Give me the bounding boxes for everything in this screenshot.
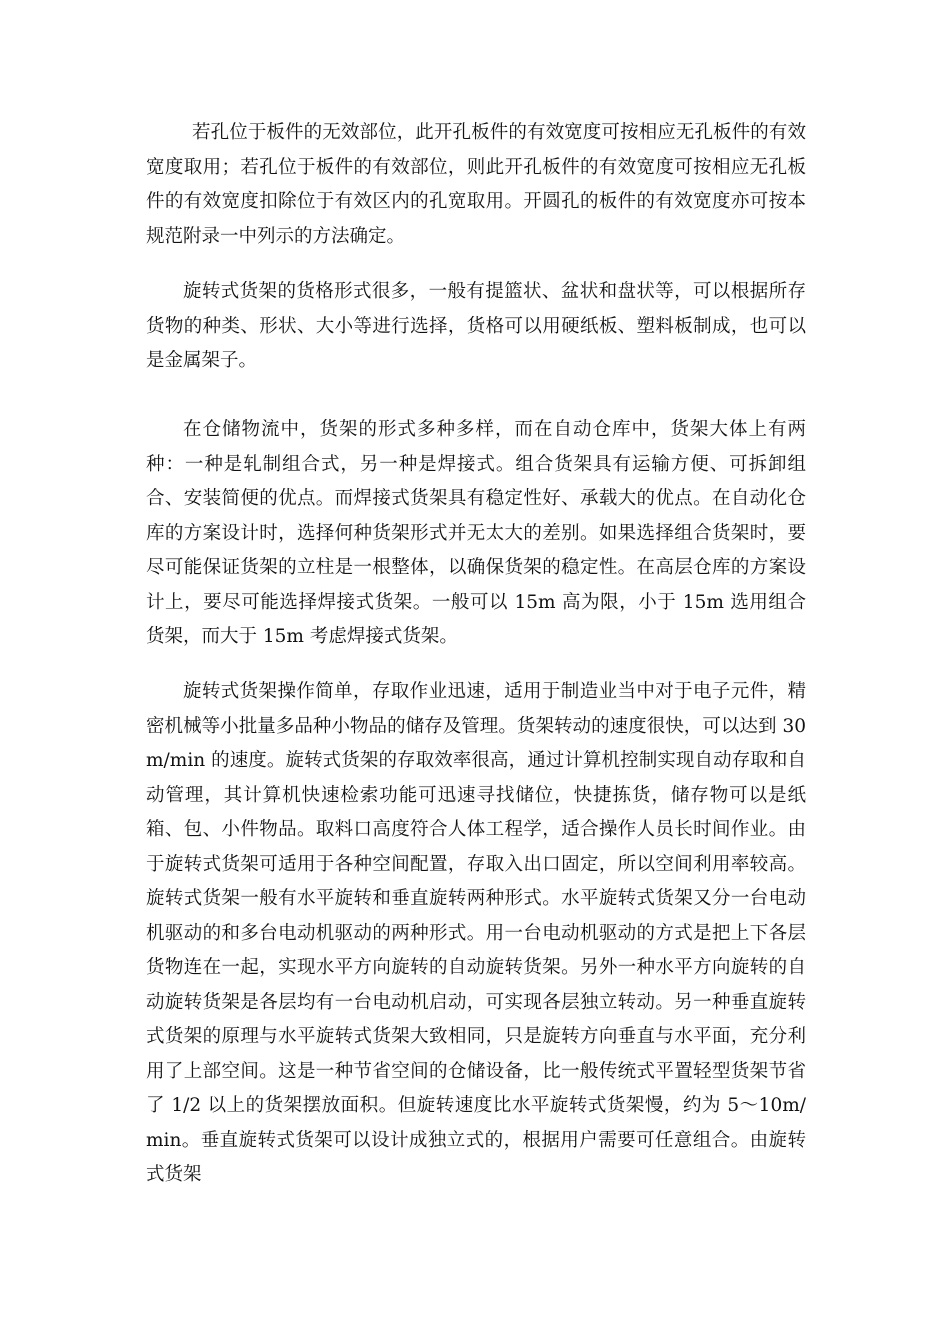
paragraph-effective-width: 若孔位于板件的无效部位，此开孔板件的有效宽度可按相应无孔板件的有效宽度取用；若孔位于板件的有效部位，则此开孔板件的有效宽度可按相应无孔板件的有效宽度扣除位于有效区内的孔宽取用。开圆孔的板件的有效宽度亦可按本规范附录一中列示的方法确定。: [146, 122, 806, 247]
paragraph-rotary-rack-cells: 旋转式货架的货格形式很多，一般有提篮状、盆状和盘状等，可以根据所存货物的种类、形状、大小等进行选择，货格可以用硬纸板、塑料板制成，也可以是金属架子。: [146, 281, 806, 371]
paragraph-rack-types: 在仓储物流中，货架的形式多种多样，而在自动仓库中，货架大体上有两种：一种是轧制组合式，另一种是焊接式。组合货架具有运输方便、可拆卸组合、安装简便的优点。而焊接式货架具有稳定性好、承载大的优点。在自动化仓库的方案设计时，选择何种货架形式并无太大的差别。如果选择组合货架时，要尽可能保证货架的立柱是一根整体，以确保货架的稳定性。在高层仓库的方案设计上，要尽可能选择焊接式货架。一般可以 15m 高为限，小于 15m 选用组合货架，而大于 15m 考虑焊接式货架。: [146, 419, 806, 647]
paragraph-rotary-rack-operation: 旋转式货架操作简单，存取作业迅速，适用于制造业当中对于电子元件，精密机械等小批量多品种小物品的储存及管理。货架转动的速度很快，可以达到 30m/min 的速度。旋转式货架的存取效率很高，通过计算机控制实现自动存取和自动管理，其计算机快速检索功能可迅速寻找储位，快捷拣货，储存物可以是纸箱、包、小件物品。取料口高度符合人体工程学，适合操作人员长时间作业。由于旋转式货架可适用于各种空间配置，存取入出口固定，所以空间利用率较高。旋转式货架一般有水平旋转和垂直旋转两种形式。水平旋转式货架又分一台电动机驱动的和多台电动机驱动的两种形式。用一台电动机驱动的方式是把上下各层货物连在一起，实现水平方向旋转的自动旋转货架。另外一种水平方向旋转的自动旋转货架是各层均有一台电动机启动，可实现各层独立转动。另一种垂直旋转式货架的原理与水平旋转式货架大致相同，只是旋转方向垂直与水平面，充分利用了上部空间。这是一种节省空间的仓储设备，比一般传统式平置轻型货架节省了 1/2 以上的货架摆放面积。但旋转速度比水平旋转式货架慢，约为 5～10m/min。垂直旋转式货架可以设计成独立式的，根据用户需要可任意组合。由旋转式货架: [146, 681, 806, 1185]
